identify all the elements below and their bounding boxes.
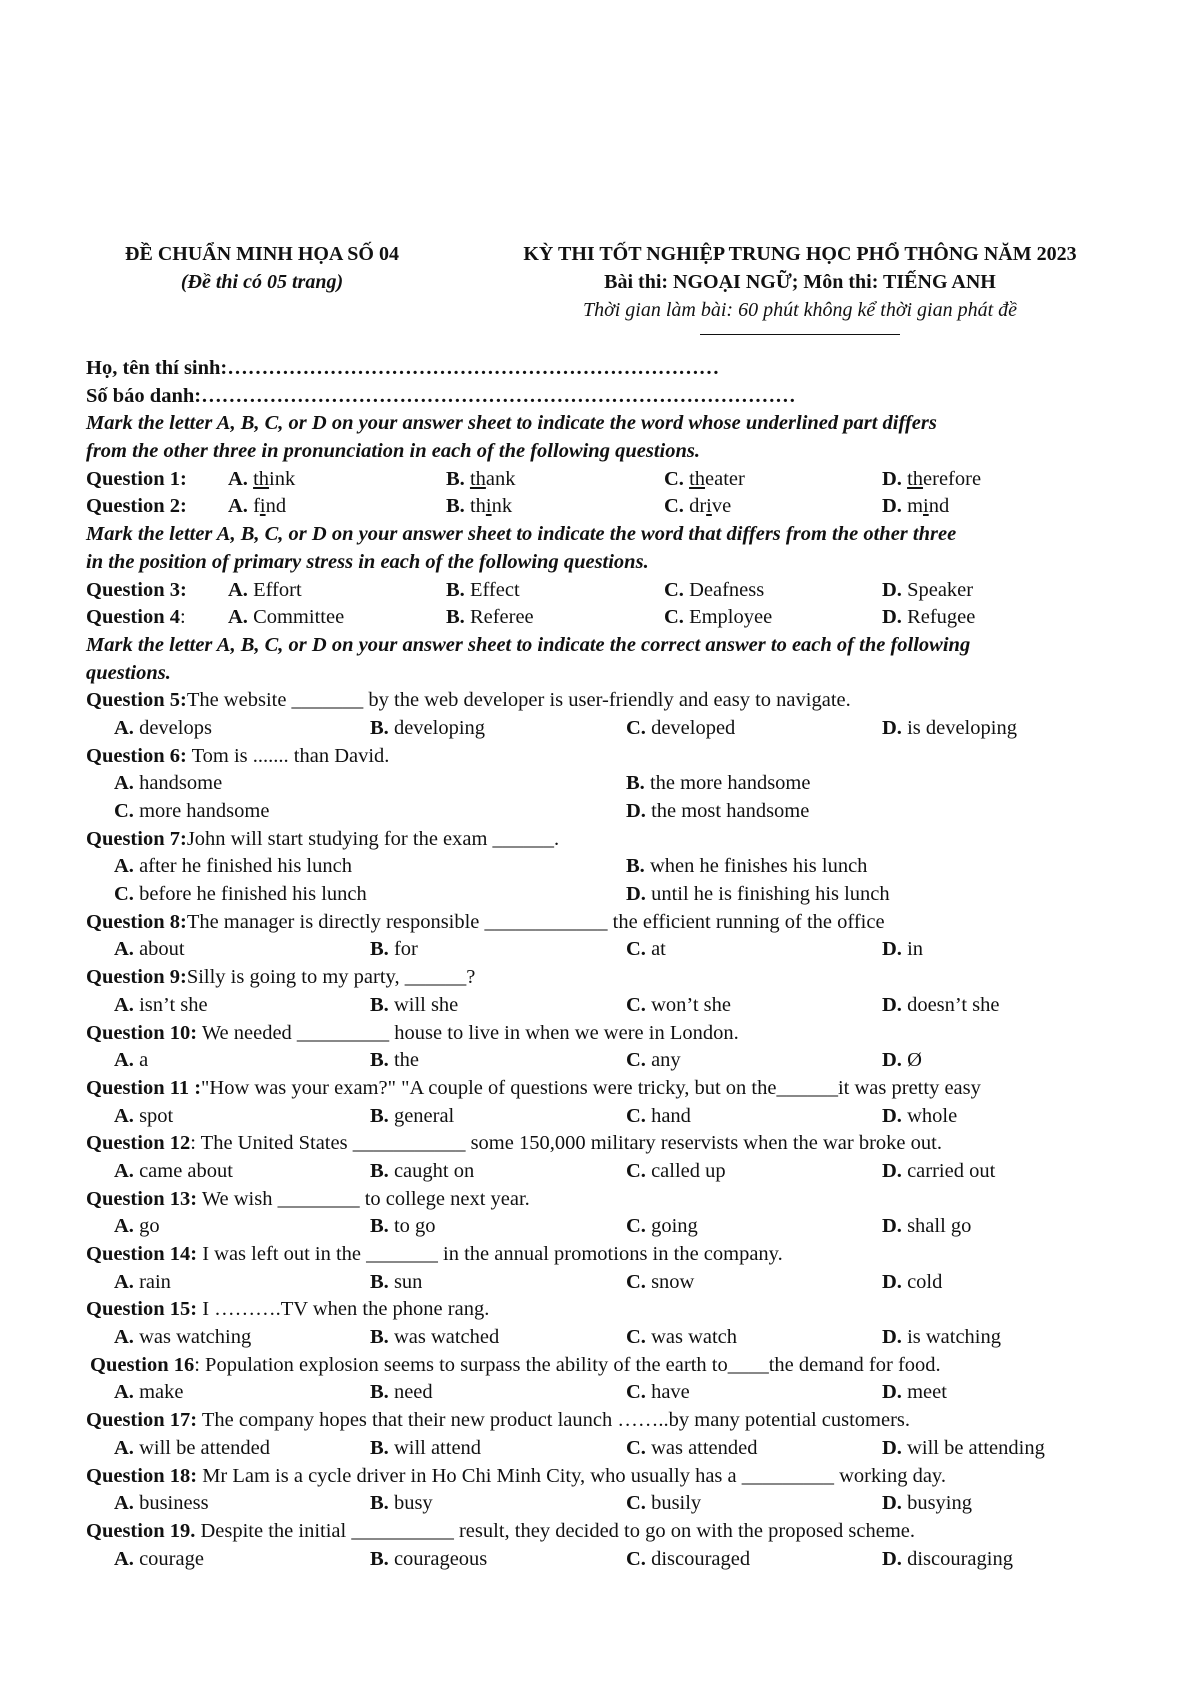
question-text: : The United States ___________ some 150,000 military reservists when the war broke out. (190, 1132, 942, 1155)
instruction-pronunciation-line2: from the other three in pronunciation in each of the following questions. (86, 440, 700, 463)
student-id-field: Số báo danh:…………………………………………………………………………… (86, 384, 796, 407)
option-d[interactable]: D. Ø (882, 1049, 922, 1072)
question-colon: : (179, 606, 186, 629)
option-b[interactable]: B. busy (370, 1492, 433, 1515)
option-b[interactable]: B. to go (370, 1215, 436, 1238)
option-c[interactable]: C. busily (626, 1492, 702, 1515)
multiple-choice-questions (86, 687, 1166, 1573)
option-d[interactable]: D. cold (882, 1270, 943, 1293)
option-d[interactable]: D. shall go (882, 1215, 972, 1238)
question-text: The company hopes that their new product launch ……..by many potential customers. (197, 1409, 911, 1432)
question-text: John will start studying for the exam ______. (186, 827, 560, 850)
question-stem (86, 687, 1166, 715)
option-c[interactable]: C. was watch (626, 1326, 738, 1349)
option-d[interactable]: D. carried out (882, 1159, 996, 1182)
option-b[interactable]: B. courageous (370, 1547, 488, 1570)
question-stem (86, 1463, 1166, 1491)
option-c[interactable]: C. before he finished his lunch (114, 883, 367, 906)
options-row (86, 1324, 1166, 1352)
option-a[interactable]: A. will be attended (114, 1436, 270, 1459)
option-d[interactable]: D. is watching (882, 1326, 1002, 1349)
question-label: Question 8: (86, 910, 187, 933)
options-row (86, 1213, 1166, 1241)
question-stem (86, 1075, 1166, 1103)
option-b[interactable]: B. developing (370, 716, 486, 739)
question-stem (86, 1407, 1166, 1435)
option-b[interactable]: B. will attend (370, 1436, 482, 1459)
question-3 (86, 577, 1166, 605)
options-row (86, 798, 1166, 826)
option-d[interactable]: D. until he is finishing his lunch (626, 883, 890, 906)
question-label: Question 10: (86, 1021, 198, 1044)
question-label: Question 6: (86, 744, 187, 767)
option-c[interactable]: C. won’t she (626, 993, 731, 1016)
option-d[interactable]: D. busying (882, 1492, 972, 1515)
option-d[interactable]: D. whole (882, 1104, 958, 1127)
question-text: Silly is going to my party, ______? (186, 966, 476, 989)
option-b[interactable]: B. caught on (370, 1159, 475, 1182)
option-c[interactable]: C. Employee (664, 606, 773, 629)
option-d[interactable]: D. doesn’t she (882, 993, 1000, 1016)
option-c[interactable]: C. at (626, 938, 666, 961)
question-label: Question 18: (86, 1464, 198, 1487)
question-label: Question 12 (86, 1132, 191, 1155)
option-d[interactable]: D. Speaker (882, 578, 974, 601)
option-a[interactable]: A. spot (114, 1104, 174, 1127)
option-a[interactable]: A. go (114, 1215, 160, 1238)
options-row (86, 770, 1166, 798)
option-b[interactable]: B. need (370, 1381, 433, 1404)
option-b[interactable]: B. thank (446, 467, 516, 490)
option-a[interactable]: A. develops (114, 716, 212, 739)
instruction-correct-line2: questions. (86, 661, 171, 684)
option-b[interactable]: B. Referee (446, 606, 534, 629)
option-b[interactable]: B. Effect (446, 578, 520, 601)
header-right (440, 240, 1160, 335)
question-text: The website _______ by the web developer is user-friendly and easy to navigate. (186, 689, 851, 712)
option-b[interactable]: B. will she (370, 993, 459, 1016)
question-label: Question 19. (86, 1519, 196, 1542)
question-label: Question 13: (86, 1187, 198, 1210)
option-c[interactable]: C. drive (664, 495, 732, 518)
option-a[interactable]: A. business (114, 1492, 209, 1515)
student-name-field: Họ, tên thí sinh:……………………………………………………………… (86, 357, 720, 379)
question-label: Question 3: (86, 578, 187, 601)
question-label: Question 2: (86, 495, 187, 518)
option-c[interactable]: C. hand (626, 1104, 691, 1127)
option-b[interactable]: B. the (370, 1049, 419, 1072)
option-b[interactable]: B. for (370, 938, 418, 961)
option-b[interactable]: B. the more handsome (626, 772, 811, 795)
question-2 (86, 493, 1166, 521)
question-label: Question 14: (86, 1243, 198, 1265)
option-d[interactable]: D. therefore (882, 467, 982, 490)
instruction-stress-line2: in the position of primary stress in each of the following questions. (86, 550, 649, 573)
option-b[interactable]: B. think (446, 495, 513, 518)
option-c[interactable]: C. theater (664, 467, 745, 490)
question-text: The manager is directly responsible ____________ the efficient running of the office (186, 910, 885, 933)
question-label: Question 1: (86, 467, 187, 490)
question-stem (86, 1186, 1166, 1214)
question-stem (86, 1020, 1166, 1048)
option-c[interactable]: C. called up (626, 1159, 726, 1182)
question-stem (86, 964, 1166, 992)
option-c[interactable]: C. snow (626, 1270, 695, 1293)
question-label: Question 15: (86, 1298, 198, 1321)
option-b[interactable]: B. when he finishes his lunch (626, 855, 868, 878)
exam-body (86, 355, 1166, 1573)
question-stem (86, 1518, 1166, 1546)
option-a[interactable]: A. Effort (228, 578, 302, 601)
options-row (86, 1546, 1166, 1574)
question-stem (86, 743, 1166, 771)
option-a[interactable]: A. after he finished his lunch (114, 855, 352, 878)
page-count-note: (Đề thi có 05 trang) (180, 271, 344, 293)
option-c[interactable]: C. any (626, 1049, 681, 1072)
option-a[interactable]: A. make (114, 1381, 184, 1404)
question-label: Question 9: (86, 966, 187, 989)
option-a[interactable]: A. rain (114, 1270, 171, 1293)
options-row (86, 881, 1166, 909)
instruction-correct-line1: Mark the letter A, B, C, or D on your answer sheet to indicate the correct answer to each of the following (86, 633, 971, 656)
question-text: Despite the initial __________ result, they decided to go on with the proposed scheme. (195, 1519, 915, 1542)
option-a[interactable]: A. a (114, 1049, 149, 1072)
question-label: Question 5: (86, 689, 187, 712)
question-stem (86, 1241, 1166, 1269)
option-c[interactable]: C. Deafness (664, 578, 765, 601)
question-text: We wish ________ to college next year. (197, 1187, 530, 1210)
option-a[interactable]: A. find (228, 495, 287, 518)
option-d[interactable]: D. mind (882, 495, 950, 518)
option-c[interactable]: C. more handsome (114, 800, 270, 822)
options-row (86, 1435, 1166, 1463)
question-text: "How was your exam?" "A couple of questions were tricky, but on the______it was pretty easy (201, 1076, 981, 1099)
option-a[interactable]: A. handsome (114, 772, 223, 795)
option-b[interactable]: B. sun (370, 1270, 423, 1293)
question-stem (86, 1130, 1166, 1158)
options-row (86, 992, 1166, 1020)
question-text: Tom is ....... than David. (186, 744, 390, 767)
option-c[interactable]: C. developed (626, 716, 736, 739)
options-row (86, 1158, 1166, 1186)
option-a[interactable]: A. courage (114, 1547, 204, 1570)
option-c[interactable]: C. was attended (626, 1436, 758, 1459)
instruction-pronunciation-line1: Mark the letter A, B, C, or D on your answer sheet to indicate the word whose underlined part differs (86, 412, 937, 435)
question-label: Question 7: (86, 827, 187, 850)
options-row (86, 1269, 1166, 1297)
instruction-stress-line1: Mark the letter A, B, C, or D on your answer sheet to indicate the word that differs from the other three (86, 523, 957, 546)
question-stem (86, 1352, 1166, 1380)
options-row (86, 1103, 1166, 1131)
option-d[interactable]: D. meet (882, 1381, 947, 1404)
option-c[interactable]: C. have (626, 1381, 690, 1404)
question-1 (86, 466, 1166, 494)
option-d[interactable]: D. Refugee (882, 606, 976, 629)
question-stem (86, 1296, 1166, 1324)
exam-title: KỲ THI TỐT NGHIỆP TRUNG HỌC PHỔ THÔNG NĂM 2023 (523, 243, 1077, 265)
header-left (82, 240, 442, 296)
option-c[interactable]: C. going (626, 1215, 698, 1238)
question-label: Question 4 (86, 606, 180, 629)
question-text: I ……….TV when the phone rang. (197, 1298, 490, 1321)
option-d[interactable]: D. discouraging (882, 1547, 1013, 1570)
question-text: I was left out in the _______ in the annual promotions in the company. (197, 1243, 783, 1265)
options-row (86, 853, 1166, 881)
question-text: : Population explosion seems to surpass the ability of the earth to____the demand for food. (194, 1353, 941, 1376)
question-stem (86, 909, 1166, 937)
subject-line: Bài thi: NGOẠI NGỮ; Môn thi: TIẾNG ANH (604, 271, 996, 293)
option-d[interactable]: D. will be attending (882, 1436, 1045, 1459)
time-line: Thời gian làm bài: 60 phút không kể thời gian phát đề (582, 299, 1018, 321)
question-label: Question 16 (90, 1353, 195, 1376)
option-b[interactable]: B. was watched (370, 1326, 500, 1349)
options-row (86, 1379, 1166, 1407)
option-a[interactable]: A. think (228, 467, 296, 490)
options-row (86, 936, 1166, 964)
header-divider (700, 324, 900, 335)
question-4 (86, 604, 1166, 632)
options-row (86, 1490, 1166, 1518)
exam-code-title: ĐỀ CHUẨN MINH HỌA SỐ 04 (125, 243, 399, 265)
question-text: Mr Lam is a cycle driver in Ho Chi Minh City, who usually has a _________ working day. (197, 1464, 946, 1487)
option-a[interactable]: A. came about (114, 1159, 233, 1182)
option-a[interactable]: A. Committee (228, 606, 345, 629)
options-row (86, 1047, 1166, 1075)
options-row (86, 715, 1166, 743)
option-a[interactable]: A. about (114, 938, 185, 961)
option-d[interactable]: D. the most handsome (626, 800, 810, 822)
option-a[interactable]: A. was watching (114, 1326, 252, 1349)
question-label: Question 11 : (86, 1076, 202, 1099)
option-c[interactable]: C. discouraged (626, 1547, 751, 1570)
option-d[interactable]: D. in (882, 938, 924, 961)
question-label: Question 17: (86, 1409, 198, 1432)
question-stem (86, 826, 1166, 854)
option-b[interactable]: B. general (370, 1104, 455, 1127)
option-a[interactable]: A. isn’t she (114, 993, 208, 1016)
option-d[interactable]: D. is developing (882, 716, 1017, 739)
question-text: We needed _________ house to live in when we were in London. (197, 1021, 739, 1044)
